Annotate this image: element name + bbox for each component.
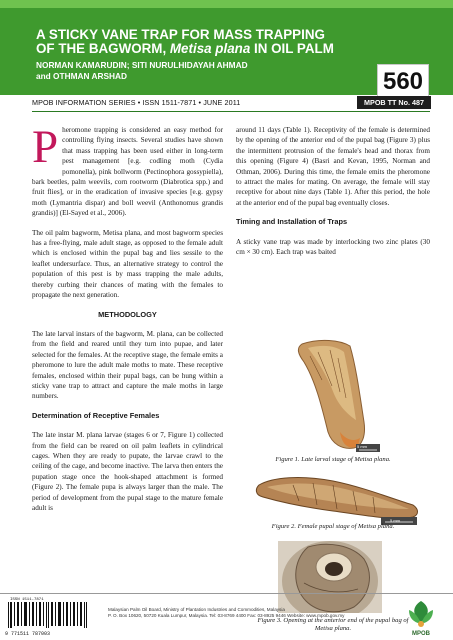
- figure-3-caption-line-1: Figure 3. Opening at the anterior end of the pupal bag of: [257, 617, 409, 624]
- title-line-2-species: Metisa plana: [169, 41, 251, 56]
- barcode-digits: 9 771511 787003: [5, 631, 51, 637]
- right-column: [236, 125, 430, 266]
- authors-line-1: NORMAN KAMARUDIN; SITI NURULHIDAYAH AHMAD: [36, 60, 248, 70]
- header-rule: [32, 111, 430, 112]
- issue-number-badge: 560: [377, 64, 429, 100]
- intro-text: heromone trapping is considered an easy method for controlling flying insects. Several studies have shown that mass trapping has been used either in long-term pest management [e.g. codling moth (Cydia pomonella), pink bollworm (Pectinophora gossypiella), bark beetles, palm weevils, corn rootworm (Diabrotica spp.) and fruit flies], or in the eradication of invasive species [e.g. gypsy moth (Lymantria dispar) and boll weevil (Anthonomus grandis grandis)] (El-Sayed et al., 2006).: [32, 126, 223, 218]
- paragraph-rearing: The late instar M. plana larvae (stages 6 or 7, Figure 1) collected from the field can be reared on oil palm leaflets in cylindrical cages. When they are ready to pupate, the larvae crawl to the ceiling of the cage, and become inactive. The larva then enters the pupation stage once the hook-shaped attachment is formed (Figure 2). The female pupa is always larger than the male. The period of development from the pupal stage to the mature female adult is: [32, 431, 223, 512]
- title-line-2-post: IN OIL PALM: [250, 41, 334, 56]
- drop-cap: P: [32, 121, 59, 173]
- left-column: [32, 121, 223, 522]
- title-line-1: A STICKY VANE TRAP FOR MASS TRAPPING: [36, 27, 325, 42]
- header-stripe: [0, 0, 453, 8]
- figure-1-scale-label: 5 mm: [357, 444, 367, 449]
- paragraph-larval-collection: The late larval instars of the bagworm, M. plana, can be collected from the field and reared until they turn into pupae, and later selected for the females. At the receptive stage, the female emits a pheromone to lure the adult male moths to mate. These receptive females, enclosed within their pupal bags, can be hung within a sticky vane trap to attract and capture the male moths in large numbers.: [32, 329, 223, 401]
- paragraph-receptivity: around 11 days (Table 1). Receptivity of the female is determined by the opening of the anterior end of the pupal bag (Figure 3) plus the intermittent protrusion of the female's head and thorax from this opening (Figure 4) (Basri and Kevan, 1995, Norman and Othman, 2006). During this time, the female emits the pheromone to attract the males for mating. On average, the female will stay receptive for about nine days (Table 1). After this period, the hole at the anterior end of the pupal bag eventually closes.: [236, 126, 430, 207]
- figure-2-caption: Figure 2. Female pupal stage of Metisa plana.: [271, 523, 395, 530]
- heading-methodology: METHODOLOGY: [98, 309, 157, 319]
- figure-3-caption-line-2: Metisa plana.: [314, 625, 352, 633]
- figure-2-scale-label: 5 mm: [390, 518, 400, 523]
- mpob-logo-text: MPOB: [412, 631, 430, 637]
- title-line-2-pre: OF THE BAGWORM,: [36, 41, 170, 56]
- figure-1-larva-photo: [280, 336, 386, 454]
- footer-address: [108, 607, 398, 619]
- heading-determination: Determination of Receptive Females: [32, 410, 160, 420]
- barcode-image: [2, 594, 96, 638]
- footer-line-1: Malaysian Palm Oil Board, Ministry of Plantation Industries and Commodities, Malaysia: [108, 607, 285, 612]
- title-line-2: [36, 42, 406, 56]
- article-title: [36, 28, 406, 56]
- barcode-issn: ISSN 1511-7871: [10, 598, 44, 602]
- tt-number-label: MPOB TT No. 487: [357, 96, 431, 109]
- authors-line-2: and OTHMAN ARSHAD: [36, 70, 127, 81]
- footer-line-2: P. O. Box 10620, 50720 Kuala Lumpur, Malaysia. Tel: 03-8769 4400 Fax: 03-8925 9446 Website: www.mpob.gov.my: [108, 613, 345, 619]
- series-line: MPOB INFORMATION SERIES • ISSN 1511-7871 • JUNE 2011: [32, 98, 241, 107]
- paragraph-trap: A sticky vane trap was made by interlocking two zinc plates (30 cm × 30 cm). Each trap was baited: [236, 237, 430, 257]
- paragraph-bagworm: The oil palm bagworm, Metisa plana, and most bagworm species has a free-flying, male adult stage, as opposed to the female adult which is enclosed within the pupal bag and lies sessile to the leaflet undersurface. Thus, an alternative strategy to control the population of this pest is by mass trapping the male adults, thereby curbing their chances of mating with the females to propagate the next generation.: [32, 228, 223, 300]
- figure-3-caption: [238, 617, 428, 634]
- intro-paragraph: [32, 121, 223, 219]
- authors: [36, 60, 376, 81]
- figure-1-caption: Figure 1. Late larval stage of Metisa plana.: [275, 456, 391, 463]
- figure-3-opening-photo: [278, 541, 382, 613]
- mpob-logo: [401, 598, 441, 638]
- heading-timing: Timing and Installation of Traps: [236, 217, 348, 227]
